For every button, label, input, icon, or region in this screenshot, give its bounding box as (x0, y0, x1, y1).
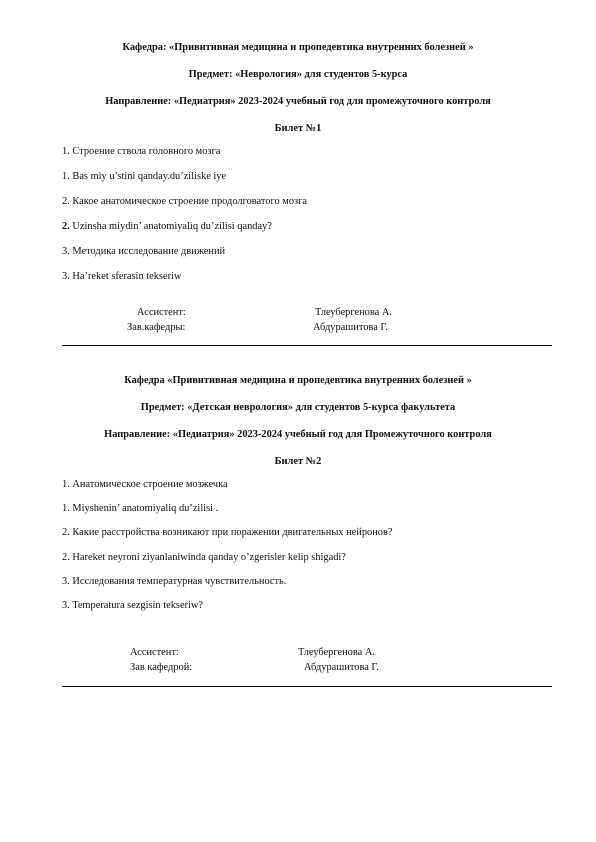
head-label: Зав.кафедры: (127, 322, 186, 333)
head-name: Абдурашитова Г. (304, 662, 379, 673)
question-item: 2. Hareket neyroni ziyanlaniwinda qanday o’zgerisler kelip shigadi? (62, 552, 346, 563)
question-text: Uzinsha miydin’ anatomiyaliq du’zilisi qanday? (69, 221, 272, 232)
assistant-name: Тлеубергенова А. (315, 307, 392, 318)
head-name: Абдурашитова Г. (313, 322, 388, 333)
question-item: 3. Методика исследование движений (62, 246, 226, 257)
department-title: Кафедра «Привитивная медицина и пропедевтика внутренних болезней » (124, 375, 472, 386)
question-item: 3. Temperatura sezgisin tekseriw? (62, 600, 204, 611)
ticket-number: Билет №2 (274, 456, 322, 467)
ticket-number: Билет №1 (274, 123, 322, 134)
assistant-label: Ассистент: (137, 307, 186, 318)
department-title: Кафедра: «Привитивная медицина и пропедевтика внутренних болезней » (122, 42, 474, 53)
question-item: 3. Ha’reket sferasin tekseriw (62, 271, 182, 282)
assistant-name: Тлеубергенова А. (298, 647, 375, 658)
question-item: 2. Какие расстройства возникают при поражении двигательных нейронов? (62, 527, 393, 538)
subject-line: Предмет: «Детская неврология» для студентов 5-курса факультета (140, 402, 456, 413)
question-item: 1. Miyshenin’ anatomiyaliq du’zilisi . (62, 503, 219, 514)
separator-line (62, 345, 552, 346)
subject-line: Предмет: «Неврология» для студентов 5-курса (188, 69, 408, 80)
direction-line: Направление: «Педиатрия» 2023-2024 учебный год для промежуточного контроля (105, 96, 491, 107)
question-item: 1. Строение ствола головного мозга (62, 146, 221, 157)
assistant-label: Ассистент: (130, 647, 179, 658)
question-item (62, 221, 272, 232)
question-number: 2. (62, 221, 70, 232)
question-item: 2. Какое анатомическое строение продолговатого мозга (62, 196, 308, 207)
separator-line (62, 686, 552, 687)
question-item: 1. Bas miy u’stini qanday.du’ziliske iye (62, 171, 227, 182)
question-item: 3. Исследования температурная чувствительность. (62, 576, 287, 587)
question-item: 1. Анатомическое строение мозжечка (62, 479, 228, 490)
head-label: Зав кафедрой: (130, 662, 193, 673)
direction-line: Направление: «Педиатрия» 2023-2024 учебный год для Промежуточного контроля (104, 429, 492, 440)
